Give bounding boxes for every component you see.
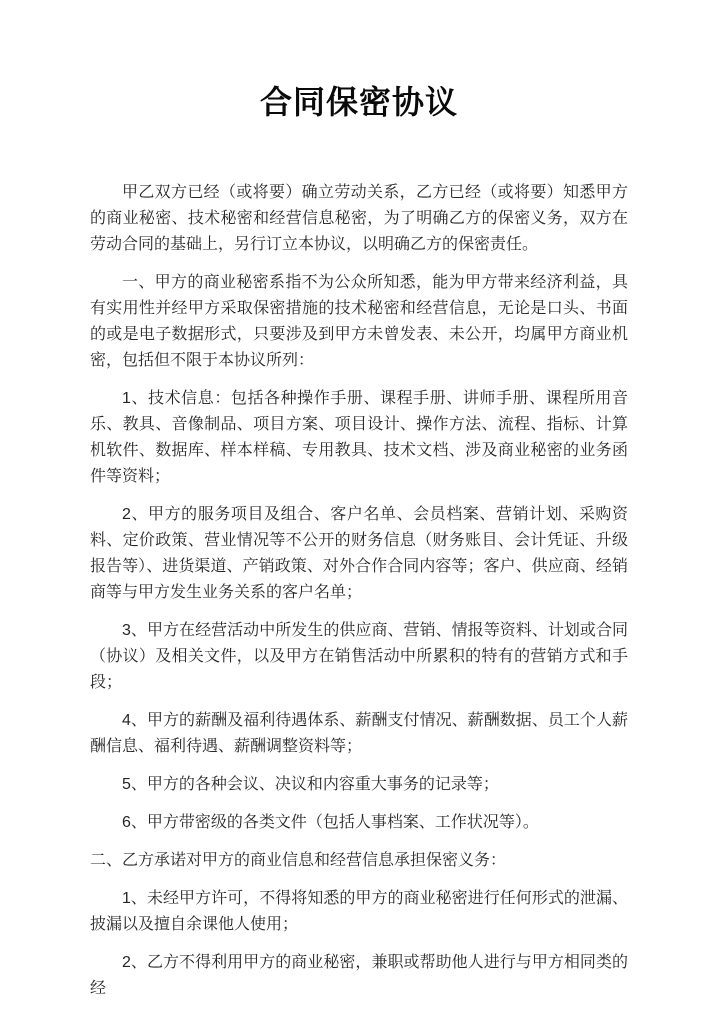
paragraph-item-6: 6、甲方带密级的各类文件（包括人事档案、工作状况等）。	[122, 814, 539, 831]
paragraph-section2-item-1: 1、未经甲方许可，不得将知悉的甲方的商业秘密进行任何形式的泄漏、披漏以及擅自余课他人使用；	[90, 890, 628, 933]
paragraph-item-1: 1、技术信息：包括各种操作手册、课程手册、讲师手册、课程所用音乐、教具、音像制品、项目方案、项目设计、操作方法、流程、指标、计算机软件、数据库、样本样稿、专用教具、技术文档、涉及商业秘密的业务函件等资料；	[90, 390, 628, 485]
paragraph-item-4: 4、甲方的薪酬及福利待遇体系、薪酬支付情况、薪酬数据、员工个人薪酬信息、福利待遇、薪酬调整资料等；	[90, 712, 628, 755]
paragraph-section-1: 一、甲方的商业秘密系指不为公众所知悉，能为甲方带来经济利益，具有实用性并经甲方采取保密措施的技术秘密和经营信息，无论是口头、书面的或是电子数据形式，只要涉及到甲方未曾发表、未公开，均属甲方商业机密，包括但不限于本协议所列：	[90, 274, 628, 369]
paragraph-item-2: 2、甲方的服务项目及组合、客户名单、会员档案、营销计划、采购资料、定价政策、营业情况等不公开的财务信息（财务账目、会计凭证、升级报告等）、进货渠道、产销政策、对外合作合同内容等；客户、供应商、经销商等与甲方发生业务关系的客户名单；	[90, 506, 628, 601]
paragraph-item-3: 3、甲方在经营活动中所发生的供应商、营销、情报等资料、计划或合同（协议）及相关文件，以及甲方在销售活动中所累积的特有的营销方式和手段；	[90, 622, 628, 691]
document-title: 合同保密协议	[259, 84, 458, 120]
document-body	[90, 180, 628, 1002]
paragraph-item-5: 5、甲方的各种会议、决议和内容重大事务的记录等；	[122, 776, 499, 793]
paragraph-section-2: 二、乙方承诺对甲方的商业信息和经营信息承担保密义务：	[90, 852, 507, 869]
paragraph-section2-item-2: 2、乙方不得利用甲方的商业秘密，兼职或帮助他人进行与甲方相同类的经	[90, 954, 628, 997]
paragraph-intro: 甲乙双方已经（或将要）确立劳动关系，乙方已经（或将要）知悉甲方的商业秘密、技术秘密和经营信息秘密，为了明确乙方的保密义务，双方在劳动合同的基础上，另行订立本协议，以明确乙方的保密责任。	[90, 184, 628, 253]
